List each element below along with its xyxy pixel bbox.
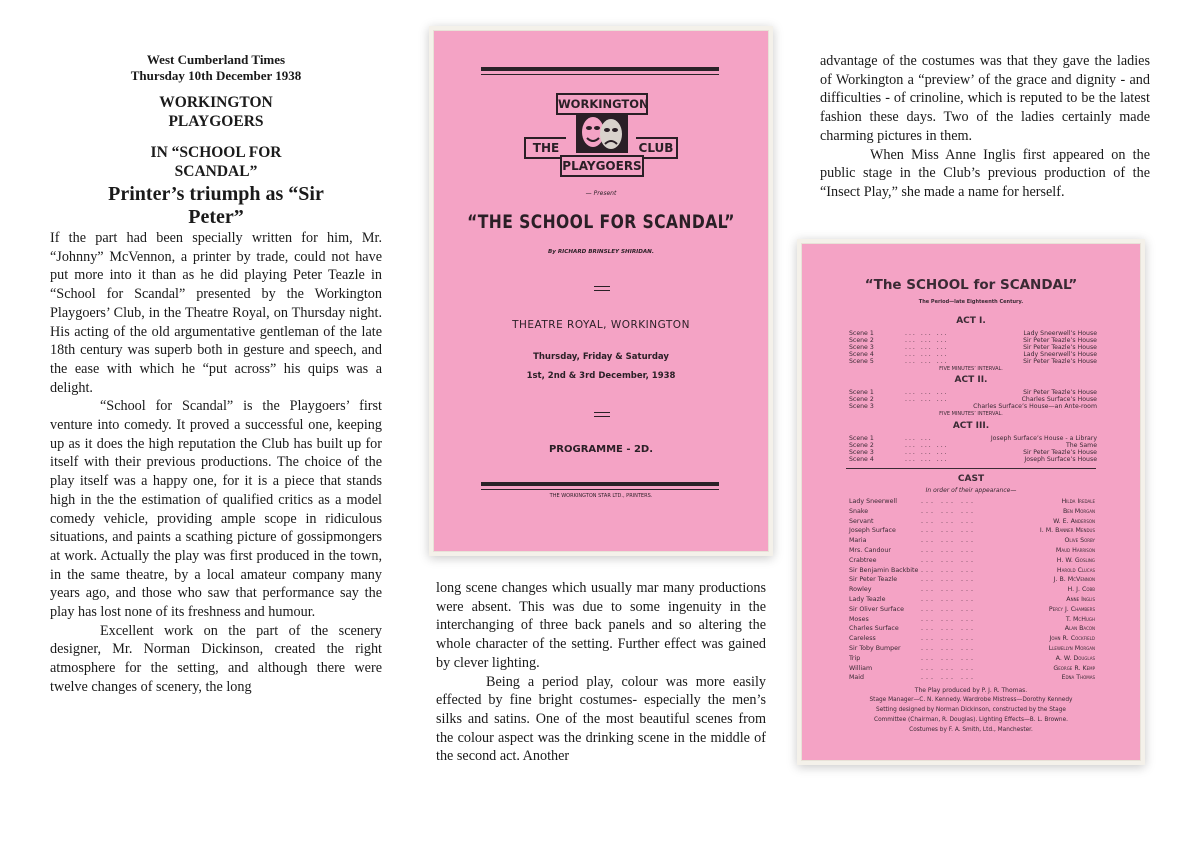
logo-club: CLUB — [636, 137, 678, 159]
masthead-date: Thursday 10th December 1938 — [130, 68, 302, 83]
cast-actor: George R. Kemp — [1053, 664, 1095, 672]
credit-line: Setting designed by Norman Dickinson, constructed by the Stage — [876, 707, 1066, 713]
cast-role: Lady Sneerwell — [849, 498, 897, 505]
cast-row: Trip ... ... ... A. W. Douglas — [849, 654, 1095, 662]
present-label: — Present — [585, 190, 617, 197]
play-title: “THE SCHOOL FOR SCANDAL” — [467, 211, 735, 233]
programme-cover-photo — [434, 31, 768, 551]
cast-role: Servant — [849, 517, 874, 525]
cast-row: Lady Teazle ... ... ... Anne Inglis — [849, 596, 1095, 603]
cast-actor: I. M. Banner Mendus — [1039, 527, 1095, 535]
paragraph: “School for Scandal” is the Playgoers’ first venture into comedy. It proved a successful one, keeping up as it does the high reputation the Club has built up for itself with their previous productions. The choice of the play itself was a happy one, for it is a piece that stands high in the the estimation of qualified critics as a model comedy vehicle, providing ample scope in ridiculous situations, and paints a scathing picture of gossipmongers at work. Actually the play was first produced in the town, in the same theatre, by a local amateur company many years ago, and those who saw that performance say the play has lost none of its freshness and humour. — [50, 398, 382, 621]
bottom-rule — [481, 482, 719, 486]
cast-divider — [846, 468, 1096, 469]
cast-actor: Maud Harrison — [1055, 547, 1095, 554]
subheadline-line-1: IN “SCHOOL FOR — [150, 144, 282, 161]
cast-role: Joseph Surface — [849, 527, 896, 535]
paragraph: If the part had been specially written for him, Mr. “Johnny” McVennon, a printer by trade, could not have put more into it than as he did playing Peter Teazle in “School for Scandal” presented by the Workington Playgoers’ Club, in the Theatre Royal, on Thursday night. His acting of the old argumentative gentleman of the late 18th century was superb both in gesture and speech, and the ease with which he “put across” his quips was a delight. — [50, 230, 382, 396]
scene-row: Scene 4 ... ... ... Lady Sneerwell’s House — [849, 351, 1097, 358]
top-rule-thin — [481, 74, 719, 75]
theatre-masks-icon — [576, 113, 628, 153]
scene-row: Scene 1 ... ... ... Sir Peter Teazle’s House — [849, 389, 1097, 396]
cast-actor: T. McHugh — [1065, 615, 1095, 623]
cast-role: Careless — [849, 635, 876, 643]
cast-actor: Edna Thomas — [1061, 674, 1095, 682]
scene-row: Scene 3 Charles Surface’s House—an Ante-room — [849, 403, 1097, 410]
cast-role: Sir Oliver Surface — [849, 605, 904, 613]
cast-row: William ... ... ... George R. Kemp — [849, 664, 1095, 672]
interval-note: FIVE MINUTES’ INTERVAL. — [939, 366, 1003, 372]
cast-actor: H. W. Gosling — [1056, 556, 1095, 564]
scene-row: Scene 5 ... ... ... Sir Peter Teazle’s House — [849, 358, 1097, 365]
cast-role: Crabtree — [849, 556, 877, 564]
scene-row: Scene 1 ... ... ... Lady Sneerwell’s House — [849, 330, 1097, 337]
cast-row: Crabtree ... ... ... H. W. Gosling — [849, 556, 1095, 564]
cast-actor: Alan Bacon — [1064, 625, 1095, 633]
paragraph: advantage of the costumes was that they gave the ladies of Workington a “preview’ of the grace and dignity - and difficulties - of crinoline, which is reputed to be the latest fashion these days. Two of the ladies certainly made charming pictures in them. — [820, 53, 1150, 144]
divider — [594, 412, 610, 417]
cast-role: Sir Benjamin Backbite — [849, 566, 919, 574]
cast-role: Rowley — [849, 586, 872, 594]
cast-actor: Anne Inglis — [1066, 596, 1095, 603]
cast-actor: A. W. Douglas — [1055, 654, 1095, 662]
printer-credit: THE WORKINGTON STAR LTD., PRINTERS. — [549, 493, 653, 499]
cast-row: Joseph Surface ... ... ... I. M. Banner Mendus — [849, 527, 1095, 535]
cast-row: Rowley ... ... ... H. J. Cobb — [849, 586, 1095, 594]
cast-role: Snake — [849, 507, 869, 515]
cast-row: Careless ... ... ... John R. Cockfield — [849, 635, 1095, 643]
cast-role: Maid — [849, 674, 865, 682]
cast-role: William — [849, 664, 873, 672]
cast-role: Sir Toby Bumper — [849, 645, 901, 652]
cast-subheading: In order of their appearance— — [925, 487, 1017, 494]
cast-heading: CAST — [957, 474, 985, 484]
cast-actor: Olive Sorby — [1064, 537, 1095, 545]
cast-actor: John R. Cockfield — [1049, 635, 1095, 643]
credit-line: Committee (Chairman, R. Douglas). Lighting Effects—B. L. Browne. — [874, 717, 1068, 723]
cast-actor: Ben Morgan — [1062, 507, 1095, 515]
headline-line-2: PLAYGOERS — [168, 113, 264, 130]
dates-days: Thursday, Friday & Saturday — [533, 352, 669, 362]
subheadline-line-2: SCANDAL” — [174, 163, 258, 180]
logo-playgoers: PLAYGOERS — [560, 155, 644, 177]
cast-row: Snake ... ... ... Ben Morgan — [849, 507, 1095, 515]
cast-role: Lady Teazle — [849, 596, 886, 603]
cast-row: Moses ... ... ... T. McHugh — [849, 615, 1095, 623]
scene-row: Scene 3 ... ... ... Sir Peter Teazle’s House — [849, 449, 1097, 456]
paragraph: When Miss Anne Inglis first appeared on the public stage in the Club’s previous production of the “Insect Play,” she made a name for herself. — [820, 146, 1150, 200]
cast-row: Maid ... ... ... Edna Thomas — [849, 674, 1095, 682]
cast-row: Servant ... ... ... W. E. Anderson — [849, 517, 1095, 525]
bottom-rule-thin — [481, 489, 719, 490]
cast-actor: Hilda Iredale — [1061, 498, 1095, 505]
sheet-period: The Period—late Eighteenth Century. — [918, 299, 1024, 305]
cast-role: Charles Surface — [849, 625, 899, 633]
logo-workington: WORKINGTON — [556, 93, 648, 115]
scene-row: Scene 2 ... ... ... Sir Peter Teazle’s House — [849, 337, 1097, 344]
cast-actor: H. J. Cobb — [1067, 586, 1095, 594]
programme-price: PROGRAMME - 2D. — [548, 444, 654, 455]
cast-role: Trip — [849, 654, 861, 662]
cast-role: Maria — [849, 537, 867, 545]
act-3-heading: ACT III. — [952, 421, 990, 431]
cast-row: Mrs. Candour ... ... ... Maud Harrison — [849, 547, 1095, 554]
scene-row: Scene 4 ... ... ... Joseph Surface’s House — [849, 456, 1097, 463]
headline-line-1: WORKINGTON — [159, 94, 273, 111]
credit-line: Stage Manager—C. N. Kennedy. Wardrobe Mistress—Dorothy Kennedy — [869, 697, 1073, 703]
credit-line: Costumes by F. A. Smith, Ltd., Manchester. — [909, 727, 1033, 733]
scene-row: Scene 3 ... ... ... Sir Peter Teazle’s House — [849, 344, 1097, 351]
interval-note: FIVE MINUTES’ INTERVAL. — [939, 411, 1003, 417]
paragraph: Being a period play, colour was more easily effected by fine bright costumes- especially the men’s silks and satins. One of the most beautiful scenes from the colour aspect was the drinking scene in the middle of the second act. Another — [436, 673, 766, 765]
article-column-3 — [820, 52, 1150, 202]
cast-actor: Llewellyn Morgan — [1048, 645, 1095, 652]
scene-row: Scene 1 ... ... Joseph Surface’s House - a Library — [849, 435, 1097, 442]
play-author: By RICHARD BRINSLEY SHIRIDAN. — [548, 249, 654, 255]
article-column-2 — [436, 579, 766, 766]
cast-row: Charles Surface ... ... ... Alan Bacon — [849, 625, 1095, 633]
act-2-heading: ACT II. — [954, 375, 988, 385]
cast-row: Lady Sneerwell ... ... ... Hilda Iredale — [849, 498, 1095, 505]
cast-row: Sir Benjamin Backbite ... ... ... Harold Clucas — [849, 566, 1095, 574]
credit-line: The Play produced by P. J. R. Thomas. — [914, 687, 1028, 694]
cast-actor: J. B. McVennon — [1053, 576, 1095, 584]
sheet-title: “The SCHOOL for SCANDAL” — [864, 277, 1078, 293]
programme-cast-sheet-photo — [802, 244, 1140, 760]
scene-row: Scene 2 ... ... ... The Same — [849, 442, 1097, 449]
cast-actor: Percy J. Chambers — [1048, 605, 1095, 613]
cast-actor: Harold Clucas — [1056, 566, 1095, 574]
cast-row: Sir Oliver Surface ... ... ... Percy J. Chambers — [849, 605, 1095, 613]
playgoers-club-logo — [524, 93, 678, 181]
logo-the: THE — [524, 137, 566, 159]
cast-row: Sir Peter Teazle ... ... ... J. B. McVennon — [849, 576, 1095, 584]
divider — [594, 286, 610, 291]
cast-role: Sir Peter Teazle — [849, 576, 898, 584]
article-column-1 — [50, 52, 382, 697]
cast-actor: W. E. Anderson — [1053, 517, 1095, 525]
headline-printer-triumph: Printer’s triumph as “Sir Peter” — [108, 183, 324, 228]
paragraph: Excellent work on the part of the scenery designer, Mr. Norman Dickinson, created the right atmosphere for the setting, and although there were twelve changes of scenery, the long — [50, 622, 382, 695]
venue: THEATRE ROYAL, WORKINGTON — [512, 319, 690, 331]
dates-range: 1st, 2nd & 3rd December, 1938 — [526, 371, 676, 381]
scene-row: Scene 2 ... ... ... Charles Surface’s House — [849, 396, 1097, 403]
paragraph: long scene changes which usually mar many productions were absent. This was due to some ingenuity in the interchanging of three back panels and so altering the whole character of the setting. Further effect was gained by clever lighting. — [436, 580, 766, 671]
masthead-newspaper: West Cumberland Times — [146, 52, 286, 67]
cast-role: Mrs. Candour — [849, 547, 891, 554]
cast-row: Sir Toby Bumper ... ... ... Llewellyn Morgan — [849, 645, 1095, 652]
cast-role: Moses — [849, 615, 869, 623]
cast-row: Maria ... ... ... Olive Sorby — [849, 537, 1095, 545]
act-1-heading: ACT I. — [956, 316, 986, 326]
top-rule — [481, 67, 719, 71]
